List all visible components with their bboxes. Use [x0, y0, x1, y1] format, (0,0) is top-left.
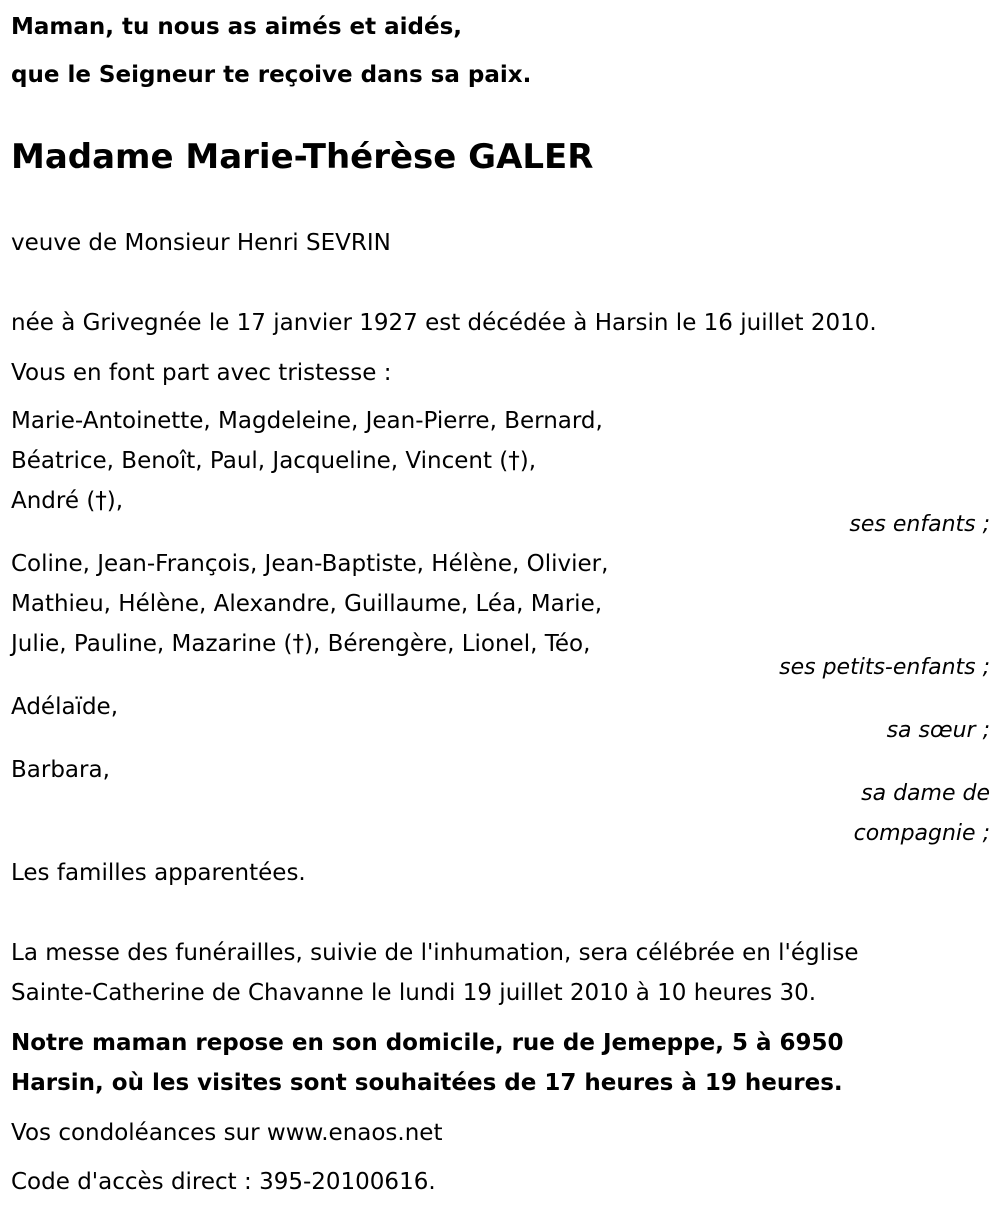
sister-role: sa sœur ;: [886, 718, 990, 743]
sister-name: Adélaïde,: [11, 694, 119, 720]
announcement-intro: Vous en font part avec tristesse :: [11, 360, 392, 386]
funeral-line-2: Sainte-Catherine de Chavanne le lundi 19 juillet 2010 à 10 heures 30.: [11, 980, 817, 1006]
funeral-line-1: La messe des funérailles, suivie de l'inhumation, sera célébrée en l'église: [11, 940, 859, 966]
grandchildren-role: ses petits-enfants ;: [779, 655, 990, 680]
companion-role-line-2: compagnie ;: [853, 821, 990, 846]
verse-line-2: que le Seigneur te reçoive dans sa paix.: [11, 62, 532, 88]
grandchildren-line-1: Coline, Jean-François, Jean-Baptiste, Hélène, Olivier,: [11, 551, 609, 577]
condolences-link[interactable]: Vos condoléances sur www.enaos.net: [11, 1120, 443, 1146]
children-role: ses enfants ;: [849, 512, 990, 537]
visitation-line-1: Notre maman repose en son domicile, rue de Jemeppe, 5 à 6950: [11, 1030, 844, 1056]
access-code: Code d'accès direct : 395-20100616.: [11, 1169, 436, 1195]
children-line-3: André (†),: [11, 488, 124, 514]
visitation-line-2: Harsin, où les visites sont souhaitées de 17 heures à 19 heures.: [11, 1070, 843, 1096]
birth-death-dates: née à Grivegnée le 17 janvier 1927 est décédée à Harsin le 16 juillet 2010.: [11, 310, 877, 336]
children-line-2: Béatrice, Benoît, Paul, Jacqueline, Vincent (†),: [11, 448, 537, 474]
grandchildren-line-2: Mathieu, Hélène, Alexandre, Guillaume, Léa, Marie,: [11, 591, 603, 617]
families-related: Les familles apparentées.: [11, 860, 306, 886]
deceased-name: Madame Marie-Thérèse GALER: [11, 137, 594, 177]
companion-role-line-1: sa dame de: [861, 781, 990, 806]
verse-line-1: Maman, tu nous as aimés et aidés,: [11, 14, 463, 40]
widow-of: veuve de Monsieur Henri SEVRIN: [11, 230, 391, 256]
grandchildren-line-3: Julie, Pauline, Mazarine (†), Bérengère, Lionel, Téo,: [11, 631, 591, 657]
children-line-1: Marie-Antoinette, Magdeleine, Jean-Pierre, Bernard,: [11, 408, 603, 434]
companion-name: Barbara,: [11, 757, 110, 783]
